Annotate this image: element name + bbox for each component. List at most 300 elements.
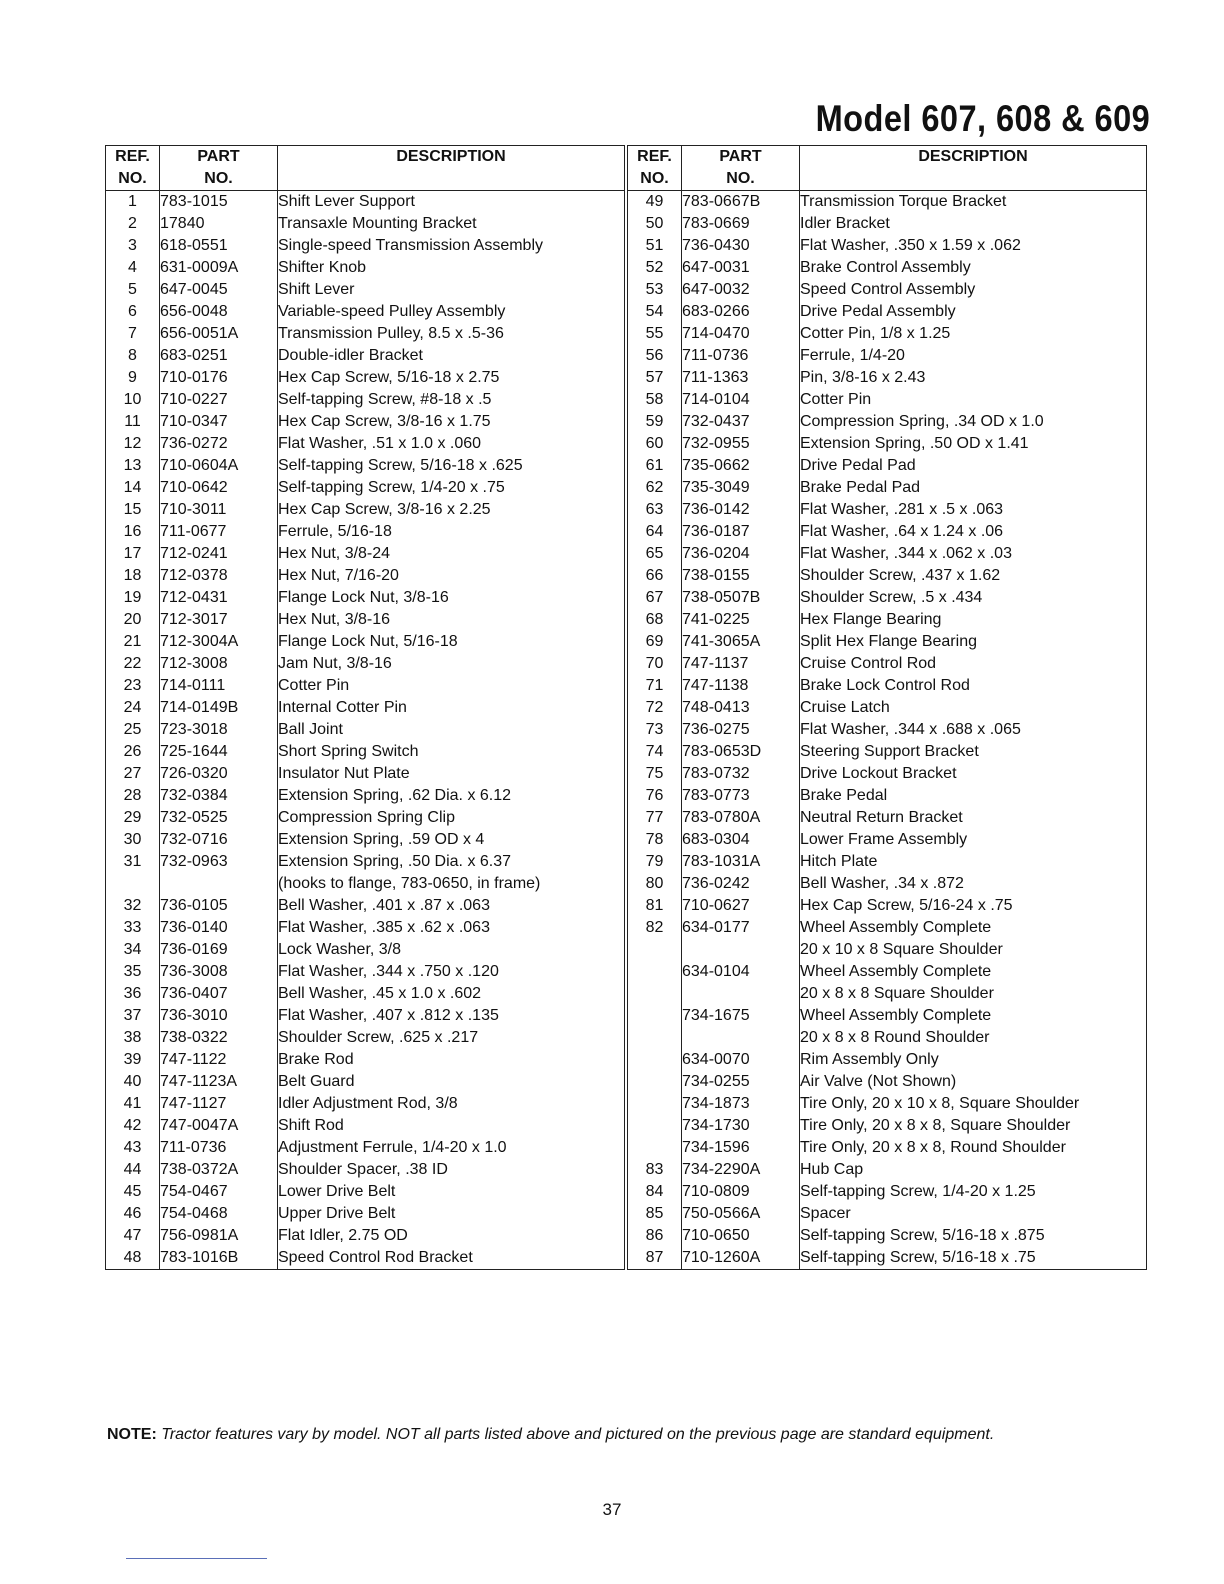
footnote xyxy=(107,1426,994,1444)
description-cell: Bell Washer, .34 x .872 xyxy=(800,873,1147,895)
description-cell: Shifter Knob xyxy=(278,257,625,279)
description-cell: Flat Washer, .51 x 1.0 x .060 xyxy=(278,433,625,455)
description-cell: Cruise Latch xyxy=(800,697,1147,719)
part-number-cell: 723-3018 xyxy=(160,719,278,741)
ref-cell: 81 xyxy=(645,897,664,914)
table-row xyxy=(628,565,1147,587)
ref-header-line1: REF. xyxy=(637,148,672,165)
table-row xyxy=(106,851,625,873)
ref-cell: 3 xyxy=(128,237,137,254)
table-row xyxy=(628,499,1147,521)
description-cell: Flat Washer, .344 x .688 x .065 xyxy=(800,719,1147,741)
part-number-cell: 732-0716 xyxy=(160,829,278,851)
ref-cell: 51 xyxy=(645,237,664,254)
description-cell: Lock Washer, 3/8 xyxy=(278,939,625,961)
description-cell: Hex Flange Bearing xyxy=(800,609,1147,631)
description-cell: Flange Lock Nut, 3/8-16 xyxy=(278,587,625,609)
part-header-line2: NO. xyxy=(682,168,800,191)
table-row xyxy=(106,1225,625,1247)
table-row xyxy=(628,675,1147,697)
table-row xyxy=(106,455,625,477)
table-row xyxy=(628,983,1147,1005)
part-number-cell: 732-0525 xyxy=(160,807,278,829)
parts-table-left xyxy=(105,145,625,1270)
table-row xyxy=(628,1027,1147,1049)
part-number-cell: 741-3065A xyxy=(682,631,800,653)
ref-cell: 31 xyxy=(123,853,142,870)
table-row xyxy=(106,477,625,499)
description-header: DESCRIPTION xyxy=(800,146,1147,191)
ref-cell: 72 xyxy=(645,699,664,716)
table-row xyxy=(106,1115,625,1137)
table-row xyxy=(106,1137,625,1159)
table-row xyxy=(628,653,1147,675)
table-row xyxy=(106,301,625,323)
table-row xyxy=(628,1159,1147,1181)
part-number-cell: 732-0437 xyxy=(682,411,800,433)
description-cell: Brake Control Assembly xyxy=(800,257,1147,279)
part-number-cell: 734-1730 xyxy=(682,1115,800,1137)
ref-cell: 11 xyxy=(124,413,141,430)
table-row xyxy=(628,521,1147,543)
table-row xyxy=(106,917,625,939)
table-row xyxy=(106,433,625,455)
description-cell: Flat Washer, .281 x .5 x .063 xyxy=(800,499,1147,521)
table-row xyxy=(106,213,625,235)
part-number-cell xyxy=(682,1027,800,1049)
table-row xyxy=(106,1071,625,1093)
description-cell: Bell Washer, .401 x .87 x .063 xyxy=(278,895,625,917)
part-number-cell: 736-0407 xyxy=(160,983,278,1005)
part-number-cell: 735-3049 xyxy=(682,477,800,499)
table-row xyxy=(106,367,625,389)
description-cell: Drive Pedal Assembly xyxy=(800,301,1147,323)
description-cell: Tire Only, 20 x 8 x 8, Round Shoulder xyxy=(800,1137,1147,1159)
part-number-cell: 726-0320 xyxy=(160,763,278,785)
ref-cell: 25 xyxy=(123,721,142,738)
ref-cell: 60 xyxy=(645,435,664,452)
part-number-cell: 618-0551 xyxy=(160,235,278,257)
ref-header-line2: NO. xyxy=(106,168,160,191)
table-row xyxy=(106,829,625,851)
table-row xyxy=(628,367,1147,389)
description-cell: Brake Pedal xyxy=(800,785,1147,807)
part-number-cell: 712-0378 xyxy=(160,565,278,587)
table-row xyxy=(628,1071,1147,1093)
part-number-cell: 747-1137 xyxy=(682,653,800,675)
table-row xyxy=(628,323,1147,345)
ref-cell: 67 xyxy=(645,589,664,606)
table-row xyxy=(106,587,625,609)
table-row xyxy=(628,631,1147,653)
table-row xyxy=(106,257,625,279)
description-cell: Hitch Plate xyxy=(800,851,1147,873)
table-row xyxy=(106,1093,625,1115)
description-cell: 20 x 8 x 8 Round Shoulder xyxy=(800,1027,1147,1049)
part-number-cell: 710-0347 xyxy=(160,411,278,433)
part-number-cell: 736-3008 xyxy=(160,961,278,983)
description-cell: Shoulder Screw, .625 x .217 xyxy=(278,1027,625,1049)
table-row xyxy=(628,785,1147,807)
ref-cell: 6 xyxy=(128,303,137,320)
table-row xyxy=(628,543,1147,565)
part-number-cell: 783-1016B xyxy=(160,1247,278,1270)
ref-cell: 39 xyxy=(123,1051,142,1068)
table-row xyxy=(106,653,625,675)
ref-cell: 57 xyxy=(645,369,664,386)
table-row xyxy=(628,961,1147,983)
description-cell: Transaxle Mounting Bracket xyxy=(278,213,625,235)
table-row xyxy=(628,301,1147,323)
part-number-cell: 748-0413 xyxy=(682,697,800,719)
ref-cell: 43 xyxy=(123,1139,142,1156)
description-cell: Split Hex Flange Bearing xyxy=(800,631,1147,653)
part-number-cell: 710-3011 xyxy=(160,499,278,521)
description-cell: Extension Spring, .62 Dia. x 6.12 xyxy=(278,785,625,807)
table-row xyxy=(106,1247,625,1270)
ref-cell: 40 xyxy=(123,1073,142,1090)
part-number-cell xyxy=(160,873,278,895)
part-number-cell: 736-0105 xyxy=(160,895,278,917)
ref-cell: 83 xyxy=(645,1161,664,1178)
ref-cell: 71 xyxy=(645,677,664,694)
table-row xyxy=(628,1181,1147,1203)
part-number-cell: 711-0677 xyxy=(160,521,278,543)
table-row xyxy=(628,279,1147,301)
part-number-cell: 712-3017 xyxy=(160,609,278,631)
part-number-cell: 783-0653D xyxy=(682,741,800,763)
ref-cell: 15 xyxy=(123,501,142,518)
part-number-cell xyxy=(682,939,800,961)
part-number-cell: 736-0204 xyxy=(682,543,800,565)
part-number-cell: 647-0045 xyxy=(160,279,278,301)
part-number-cell: 738-0507B xyxy=(682,587,800,609)
ref-cell: 20 xyxy=(123,611,142,628)
table-row xyxy=(106,499,625,521)
part-number-cell: 736-0275 xyxy=(682,719,800,741)
table-row xyxy=(628,257,1147,279)
part-number-cell: 710-0650 xyxy=(682,1225,800,1247)
ref-cell: 74 xyxy=(645,743,664,760)
part-number-cell: 712-0431 xyxy=(160,587,278,609)
page-number: 37 xyxy=(602,1500,622,1519)
ref-cell: 29 xyxy=(123,809,142,826)
table-row xyxy=(106,609,625,631)
footer-rule xyxy=(126,1558,267,1559)
description-cell: Upper Drive Belt xyxy=(278,1203,625,1225)
ref-cell: 55 xyxy=(645,325,664,342)
table-row xyxy=(106,1049,625,1071)
table-row xyxy=(628,1115,1147,1137)
description-cell: Double-idler Bracket xyxy=(278,345,625,367)
part-number-cell: 734-1596 xyxy=(682,1137,800,1159)
ref-cell xyxy=(628,1137,682,1159)
table-row xyxy=(628,939,1147,961)
ref-cell: 23 xyxy=(123,677,142,694)
ref-cell: 38 xyxy=(123,1029,142,1046)
table-row xyxy=(628,1247,1147,1270)
table-row xyxy=(106,1181,625,1203)
description-cell: Extension Spring, .50 OD x 1.41 xyxy=(800,433,1147,455)
table-row xyxy=(106,411,625,433)
part-number-cell: 747-1122 xyxy=(160,1049,278,1071)
description-cell: Jam Nut, 3/8-16 xyxy=(278,653,625,675)
table-row xyxy=(628,345,1147,367)
description-cell: Brake Rod xyxy=(278,1049,625,1071)
ref-cell xyxy=(106,873,160,895)
ref-cell: 48 xyxy=(123,1249,142,1266)
table-row xyxy=(106,807,625,829)
ref-cell: 45 xyxy=(123,1183,142,1200)
table-row xyxy=(628,873,1147,895)
part-number-cell: 711-0736 xyxy=(160,1137,278,1159)
part-number-cell: 741-0225 xyxy=(682,609,800,631)
table-row xyxy=(106,1203,625,1225)
ref-cell: 12 xyxy=(123,435,142,452)
description-cell: Cruise Control Rod xyxy=(800,653,1147,675)
description-cell: Flange Lock Nut, 5/16-18 xyxy=(278,631,625,653)
ref-cell: 56 xyxy=(645,347,664,364)
description-cell: Hex Cap Screw, 3/8-16 x 2.25 xyxy=(278,499,625,521)
description-cell: Air Valve (Not Shown) xyxy=(800,1071,1147,1093)
ref-cell: 61 xyxy=(645,457,664,474)
ref-cell: 35 xyxy=(123,963,142,980)
description-cell: Self-tapping Screw, 5/16-18 x .875 xyxy=(800,1225,1147,1247)
table-row xyxy=(628,697,1147,719)
ref-cell: 84 xyxy=(645,1183,664,1200)
part-number-cell: 656-0051A xyxy=(160,323,278,345)
description-cell: Hub Cap xyxy=(800,1159,1147,1181)
table-row xyxy=(106,939,625,961)
ref-cell: 54 xyxy=(645,303,664,320)
part-number-cell: 647-0031 xyxy=(682,257,800,279)
part-number-cell: 725-1644 xyxy=(160,741,278,763)
table-row xyxy=(106,631,625,653)
part-number-cell: 783-1015 xyxy=(160,191,278,214)
description-cell: Extension Spring, .59 OD x 4 xyxy=(278,829,625,851)
table-row xyxy=(628,763,1147,785)
description-cell: Tire Only, 20 x 8 x 8, Square Shoulder xyxy=(800,1115,1147,1137)
ref-cell: 58 xyxy=(645,391,664,408)
description-cell: Transmission Torque Bracket xyxy=(800,191,1147,214)
ref-cell: 32 xyxy=(123,897,142,914)
ref-cell: 14 xyxy=(123,479,142,496)
part-number-cell: 783-0732 xyxy=(682,763,800,785)
description-cell: Flat Washer, .64 x 1.24 x .06 xyxy=(800,521,1147,543)
ref-cell: 2 xyxy=(128,215,137,232)
ref-header-line2: NO. xyxy=(628,168,682,191)
description-cell: Drive Pedal Pad xyxy=(800,455,1147,477)
part-number-cell: 710-0642 xyxy=(160,477,278,499)
ref-cell: 47 xyxy=(123,1227,142,1244)
description-cell: Self-tapping Screw, 5/16-18 x .625 xyxy=(278,455,625,477)
part-number-cell: 683-0251 xyxy=(160,345,278,367)
ref-cell: 22 xyxy=(123,655,142,672)
table-row xyxy=(106,565,625,587)
description-cell: Wheel Assembly Complete xyxy=(800,1005,1147,1027)
ref-cell: 64 xyxy=(645,523,664,540)
ref-cell xyxy=(628,1049,682,1071)
description-cell: Neutral Return Bracket xyxy=(800,807,1147,829)
description-cell: Hex Cap Screw, 5/16-18 x 2.75 xyxy=(278,367,625,389)
description-cell: Lower Frame Assembly xyxy=(800,829,1147,851)
table-row xyxy=(106,983,625,1005)
table-row xyxy=(628,213,1147,235)
table-row xyxy=(628,191,1147,214)
description-cell: Brake Lock Control Rod xyxy=(800,675,1147,697)
parts-table-left-body xyxy=(106,191,625,1270)
description-cell: Shoulder Screw, .5 x .434 xyxy=(800,587,1147,609)
table-row xyxy=(628,1049,1147,1071)
part-number-cell: 783-0780A xyxy=(682,807,800,829)
part-number-cell: 783-1031A xyxy=(682,851,800,873)
ref-cell: 70 xyxy=(645,655,664,672)
description-cell: Variable-speed Pulley Assembly xyxy=(278,301,625,323)
ref-cell: 17 xyxy=(123,545,142,562)
description-cell: Shoulder Spacer, .38 ID xyxy=(278,1159,625,1181)
description-cell: Hex Nut, 3/8-16 xyxy=(278,609,625,631)
part-header-line1: PART xyxy=(682,146,800,169)
ref-header-line1: REF. xyxy=(115,148,150,165)
description-cell: Idler Adjustment Rod, 3/8 xyxy=(278,1093,625,1115)
ref-cell: 21 xyxy=(123,633,142,650)
part-number-cell: 17840 xyxy=(160,213,278,235)
table-row xyxy=(628,807,1147,829)
part-number-cell: 732-0963 xyxy=(160,851,278,873)
part-number-cell: 783-0669 xyxy=(682,213,800,235)
part-number-cell: 736-3010 xyxy=(160,1005,278,1027)
part-number-cell: 783-0667B xyxy=(682,191,800,214)
description-cell: Brake Pedal Pad xyxy=(800,477,1147,499)
note-text: Tractor features vary by model. NOT all parts listed above and pictured on the previous page are standard equipment. xyxy=(161,1426,995,1443)
description-cell: Pin, 3/8-16 x 2.43 xyxy=(800,367,1147,389)
part-number-cell: 735-0662 xyxy=(682,455,800,477)
ref-cell: 26 xyxy=(123,743,142,760)
ref-cell xyxy=(628,1005,682,1027)
table-row xyxy=(628,1137,1147,1159)
parts-table-right xyxy=(627,145,1147,1270)
note-label: NOTE: xyxy=(107,1426,157,1443)
ref-cell: 59 xyxy=(645,413,664,430)
ref-cell: 33 xyxy=(123,919,142,936)
ref-cell xyxy=(628,939,682,961)
part-number-cell: 712-3008 xyxy=(160,653,278,675)
part-number-cell: 712-3004A xyxy=(160,631,278,653)
table-row xyxy=(106,741,625,763)
ref-cell xyxy=(628,1071,682,1093)
ref-cell: 13 xyxy=(123,457,142,474)
table-row xyxy=(628,477,1147,499)
description-cell: Flat Washer, .350 x 1.59 x .062 xyxy=(800,235,1147,257)
part-number-cell: 734-1675 xyxy=(682,1005,800,1027)
table-row xyxy=(628,1225,1147,1247)
description-cell: Cotter Pin xyxy=(278,675,625,697)
part-number-cell: 647-0032 xyxy=(682,279,800,301)
table-row xyxy=(106,873,625,895)
ref-cell xyxy=(628,983,682,1005)
part-number-cell: 747-1138 xyxy=(682,675,800,697)
ref-cell: 73 xyxy=(645,721,664,738)
ref-cell: 76 xyxy=(645,787,664,804)
description-cell: Cotter Pin, 1/8 x 1.25 xyxy=(800,323,1147,345)
part-number-cell: 738-0155 xyxy=(682,565,800,587)
description-cell: Compression Spring, .34 OD x 1.0 xyxy=(800,411,1147,433)
table-row xyxy=(106,785,625,807)
ref-cell xyxy=(628,1115,682,1137)
part-number-cell: 634-0070 xyxy=(682,1049,800,1071)
description-cell: Compression Spring Clip xyxy=(278,807,625,829)
part-header-line1: PART xyxy=(160,146,278,169)
ref-cell xyxy=(628,961,682,983)
description-cell: Ferrule, 1/4-20 xyxy=(800,345,1147,367)
part-number-cell: 736-0187 xyxy=(682,521,800,543)
part-number-cell: 634-0177 xyxy=(682,917,800,939)
part-number-cell: 711-1363 xyxy=(682,367,800,389)
description-cell: 20 x 10 x 8 Square Shoulder xyxy=(800,939,1147,961)
description-cell: Internal Cotter Pin xyxy=(278,697,625,719)
ref-cell: 27 xyxy=(123,765,142,782)
ref-cell: 24 xyxy=(123,699,142,716)
part-number-cell: 734-0255 xyxy=(682,1071,800,1093)
part-number-cell: 714-0470 xyxy=(682,323,800,345)
description-cell: Speed Control Assembly xyxy=(800,279,1147,301)
part-number-cell: 732-0384 xyxy=(160,785,278,807)
description-cell: Tire Only, 20 x 10 x 8, Square Shoulder xyxy=(800,1093,1147,1115)
part-number-cell: 683-0304 xyxy=(682,829,800,851)
ref-cell xyxy=(628,1093,682,1115)
part-number-cell: 631-0009A xyxy=(160,257,278,279)
part-number-cell: 736-0430 xyxy=(682,235,800,257)
description-cell: Lower Drive Belt xyxy=(278,1181,625,1203)
table-row xyxy=(106,279,625,301)
description-cell: Adjustment Ferrule, 1/4-20 x 1.0 xyxy=(278,1137,625,1159)
table-row xyxy=(628,587,1147,609)
table-row xyxy=(106,345,625,367)
part-number-cell: 732-0955 xyxy=(682,433,800,455)
ref-cell: 86 xyxy=(645,1227,664,1244)
table-row xyxy=(628,389,1147,411)
table-row xyxy=(106,191,625,214)
part-number-cell: 734-2290A xyxy=(682,1159,800,1181)
part-number-cell: 711-0736 xyxy=(682,345,800,367)
table-row xyxy=(106,323,625,345)
part-number-cell: 754-0468 xyxy=(160,1203,278,1225)
ref-cell: 85 xyxy=(645,1205,664,1222)
table-row xyxy=(106,895,625,917)
ref-cell: 80 xyxy=(645,875,664,892)
description-cell: Self-tapping Screw, 5/16-18 x .75 xyxy=(800,1247,1147,1270)
description-cell: Wheel Assembly Complete xyxy=(800,961,1147,983)
part-number-cell: 712-0241 xyxy=(160,543,278,565)
part-number-cell: 710-0604A xyxy=(160,455,278,477)
part-number-cell: 710-1260A xyxy=(682,1247,800,1270)
table-row xyxy=(628,1093,1147,1115)
ref-cell: 68 xyxy=(645,611,664,628)
ref-cell: 1 xyxy=(128,193,137,210)
ref-cell: 18 xyxy=(123,567,142,584)
table-row xyxy=(628,829,1147,851)
part-number-cell: 747-1127 xyxy=(160,1093,278,1115)
ref-cell: 87 xyxy=(645,1249,664,1266)
part-number-cell: 734-1873 xyxy=(682,1093,800,1115)
table-row xyxy=(628,455,1147,477)
ref-cell: 69 xyxy=(645,633,664,650)
part-number-cell: 736-0142 xyxy=(682,499,800,521)
ref-cell: 79 xyxy=(645,853,664,870)
part-number-cell: 736-0140 xyxy=(160,917,278,939)
part-number-cell: 634-0104 xyxy=(682,961,800,983)
table-row xyxy=(106,543,625,565)
